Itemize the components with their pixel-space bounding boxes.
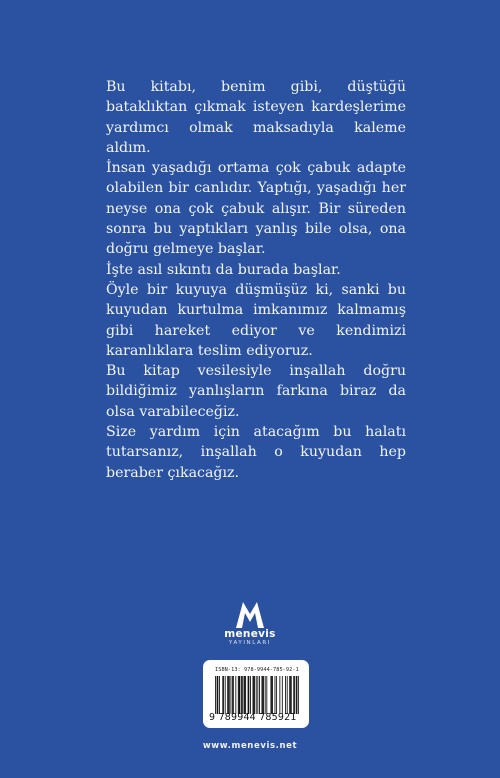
publisher-logo <box>200 602 300 647</box>
barcode-digits: 9 789944 785921 <box>209 712 297 723</box>
barcode-bar <box>256 676 257 714</box>
barcode-bar <box>244 676 245 714</box>
barcode-bar <box>245 676 246 714</box>
barcode-bar <box>254 676 255 714</box>
barcode-bar <box>289 676 290 714</box>
isbn-label: ISBN-13: 978-9944-785-92-1 <box>215 667 299 673</box>
blurb-paragraph-3: İşte asıl sıkıntı da burada başlar. <box>106 261 341 278</box>
barcode-bar <box>296 676 297 714</box>
barcode-bar <box>261 676 262 714</box>
publisher-name: menevis <box>224 628 276 640</box>
back-cover-blurb <box>106 77 406 483</box>
blurb-paragraph-6: Size yardım için atacağım bu halatı tutarsanız, inşallah o kuyudan hep beraber çıkacağız. <box>106 424 406 481</box>
publisher-website: www.menevis.net <box>202 741 298 751</box>
menevis-m-logo-icon <box>234 602 266 628</box>
barcode-bar <box>275 676 276 714</box>
barcode-bar <box>225 676 226 714</box>
barcode-bar <box>294 676 295 714</box>
publisher-subtitle: YAYINLARI <box>228 640 272 646</box>
barcode-bar <box>291 676 292 714</box>
barcode-bar <box>232 676 233 714</box>
barcode-bar <box>228 676 229 714</box>
barcode-bar <box>217 676 218 714</box>
barcode-bar <box>279 676 280 714</box>
barcode-bar <box>263 676 264 714</box>
barcode-bar <box>285 676 286 714</box>
barcode-bar <box>271 676 272 714</box>
barcode-bar <box>272 676 273 714</box>
barcode-bar <box>241 676 242 714</box>
barcode-bar <box>298 676 299 714</box>
barcode-bar <box>248 676 249 714</box>
barcode-bar <box>287 676 288 714</box>
barcode-bar <box>217 676 218 714</box>
barcode-bar <box>239 676 240 714</box>
barcode-bar <box>219 676 220 714</box>
blurb-paragraph-1: Bu kitabı, benim gibi, düştüğü bataklıktan çıkmak isteyen kardeşlerime yardımcı olmak maksadıyla kaleme aldım. <box>106 79 406 156</box>
blurb-paragraph-2: İnsan yaşadığı ortama çok çabuk adapte olabilen bir canlıdır. Yaptığı, yaşadığı her neyse ona çok çabuk alışır. Bir süreden sonra bu yaptıkları yanlış bile olsa, ona doğru gelmeye başlar. <box>106 160 406 258</box>
barcode-bar <box>215 676 216 714</box>
blurb-paragraph-4: Öyle bir kuyuya düşmüşüz ki, sanki bu kuyudan kurtulma imkanımız kalmamış gibi hareket ediyor ve kendimizi karanlıklara teslim ediyoruz. <box>106 281 406 359</box>
barcode-bar <box>235 676 236 714</box>
barcode-bar <box>297 676 298 714</box>
barcode-bar <box>290 676 291 714</box>
barcode-bar <box>248 676 249 714</box>
barcode-bar <box>293 676 294 714</box>
barcode-bar <box>239 676 240 714</box>
barcode-bar <box>222 676 223 714</box>
barcode-bar <box>229 676 230 714</box>
barcode-bar <box>253 676 254 714</box>
barcode-bar <box>242 676 243 714</box>
barcode-bar <box>253 676 254 714</box>
barcode-bar <box>227 676 228 714</box>
barcode-bar <box>233 676 234 714</box>
barcode-bar <box>257 676 258 714</box>
barcode-bar <box>282 676 283 714</box>
barcode-bar <box>276 676 277 714</box>
barcode-bar <box>265 676 266 714</box>
barcode-bar <box>270 676 271 714</box>
blurb-paragraph-5: Bu kitap vesilesiyle inşallah doğru bildiğimiz yanlışların farkına biraz da olsa varabileceğiz. <box>106 363 406 420</box>
barcode-bars <box>215 676 299 714</box>
barcode-bar <box>250 676 251 714</box>
barcode-bar <box>266 676 267 714</box>
barcode-bar <box>262 676 263 714</box>
barcode-bar <box>238 676 239 714</box>
barcode-bar <box>223 676 224 714</box>
barcode-bar <box>230 676 231 714</box>
isbn-barcode <box>203 660 309 728</box>
barcode-bar <box>259 676 260 714</box>
barcode-bar <box>244 676 245 714</box>
